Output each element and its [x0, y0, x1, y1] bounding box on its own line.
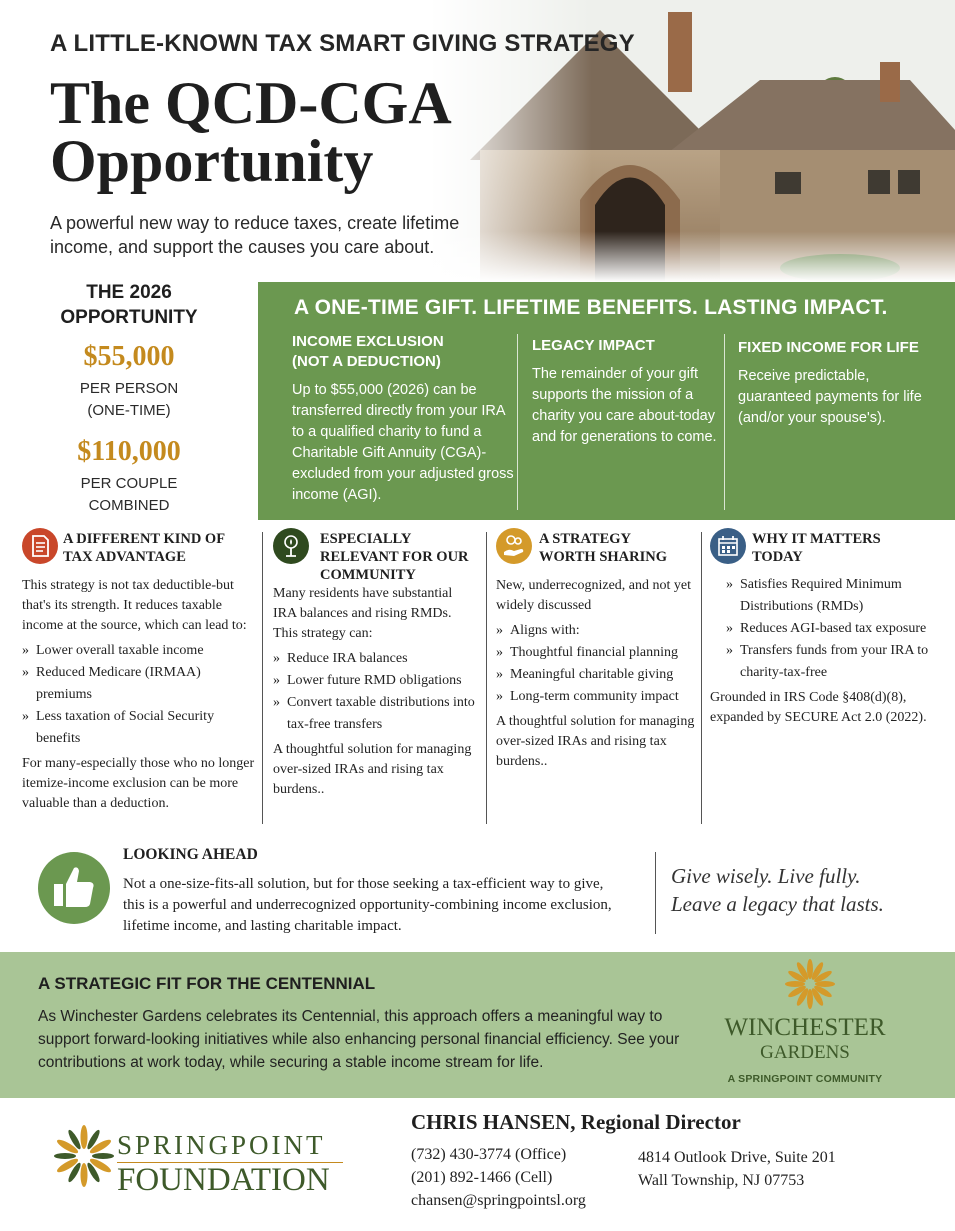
footer [0, 1098, 955, 1231]
benefit-body: The remainder of your gift supports the mission of a charity you care about-today and for generations to come. [532, 366, 717, 445]
column-title-line-2: RELEVANT FOR OUR [320, 549, 469, 565]
tagline-line-1: Give wisely. Live fully. [671, 864, 861, 888]
column-title [320, 530, 469, 584]
phone-office[interactable]: (732) 430-3774 (Office) [411, 1146, 567, 1163]
title-line-2: Opportunity [50, 128, 374, 194]
benefits-band [258, 282, 955, 520]
column-why-it-matters [710, 528, 930, 828]
logo-subtitle: A SPRINGPOINT COMMUNITY [727, 1073, 883, 1085]
title-line-1: The QCD-CGA [50, 70, 452, 136]
column-divider [486, 532, 487, 824]
logo-name-line-1: WINCHESTER [724, 1014, 886, 1041]
benefit-divider [724, 334, 725, 510]
list-item: » Transfers funds from your IRA to charity-tax-free [726, 640, 930, 684]
column-bullets [710, 574, 930, 684]
column-title-line-1: A STRATEGY [539, 531, 631, 547]
column-outro: Grounded in IRS Code §408(d)(8), expanded by SECURE Act 2.0 (2022). [710, 690, 927, 725]
foundation-logo-line-1: SPRINGPOINT [117, 1130, 326, 1160]
sunburst-icon [784, 958, 836, 1010]
amount-per-person: $55,000 [83, 341, 175, 372]
list-item: » Convert taxable distributions into tax-free transfers [273, 692, 478, 736]
winchester-gardens-logo [710, 958, 900, 1092]
benefit-title-line-1: FIXED INCOME FOR LIFE [738, 339, 919, 356]
hand-coins-icon [496, 528, 532, 564]
label-per-couple [0, 473, 258, 517]
tagline-line-2: Leave a legacy that lasts. [671, 892, 884, 916]
tagline-divider [655, 852, 656, 934]
kicker-text: A LITTLE-KNOWN TAX SMART GIVING STRATEGY [50, 30, 635, 57]
centennial-body: As Winchester Gardens celebrates its Centennial, this approach offers a meaningful way to support forward-looking initiatives while also enhancing personal financial efficiency. See your contributions at work today, while securing a stable income stream for life. [38, 1008, 680, 1071]
benefits-title: A ONE-TIME GIFT. LIFETIME BENEFITS. LASTING IMPACT. [294, 296, 888, 319]
label-per-person [0, 378, 258, 422]
column-intro: Many residents have substantial IRA balances and rising RMDs. This strategy can: [273, 586, 453, 641]
column-outro: For many-especially those who no longer itemize-income exclusion can be more valuable than a deduction. [22, 756, 255, 811]
centennial-band [0, 952, 955, 1098]
address-line-1: 4814 Outlook Drive, Suite 201 [638, 1149, 836, 1166]
looking-ahead-title: LOOKING AHEAD [123, 846, 258, 863]
contact-address [638, 1146, 836, 1192]
list-item: » Meaningful charitable giving [496, 664, 696, 686]
benefit-title [738, 338, 938, 358]
list-item: » Reduces AGI-based tax exposure [726, 618, 930, 640]
list-item: » Lower overall taxable income [22, 640, 260, 662]
column-title-line-1: WHY IT MATTERS [752, 531, 881, 547]
benefit-title-line-2: (NOT A DEDUCTION) [292, 353, 441, 370]
column-outro: A thoughtful solution for managing over-sized IRAs and rising tax burdens.. [496, 714, 695, 769]
contact-name: CHRIS HANSEN, Regional Director [411, 1110, 741, 1134]
column-header [273, 528, 478, 583]
list-item: » Less taxation of Social Security benefits [22, 706, 260, 750]
list-item: » Reduced Medicare (IRMAA) premiums [22, 662, 260, 706]
label-per-person-line-2: (ONE-TIME) [87, 402, 171, 419]
label-per-couple-line-1: PER COUPLE [80, 475, 178, 492]
seedling-icon [273, 528, 309, 564]
column-title-line-2: TAX ADVANTAGE [63, 549, 186, 565]
column-title-line-3: COMMUNITY [320, 567, 416, 583]
opportunity-heading [0, 280, 258, 330]
foundation-logo-line-2: FOUNDATION [117, 1162, 330, 1198]
list-item: » Lower future RMD obligations [273, 670, 478, 692]
contact-details [411, 1143, 586, 1212]
hero-section [0, 0, 955, 282]
opportunity-panel [0, 278, 258, 520]
sunburst-icon [52, 1124, 116, 1188]
column-title [752, 530, 881, 566]
column-intro: New, underrecognized, and not yet widely discussed [496, 578, 692, 613]
benefit-fixed-income [738, 338, 938, 429]
document-icon [22, 528, 58, 564]
column-tax-advantage [22, 528, 260, 828]
centennial-title: A STRATEGIC FIT FOR THE CENTENNIAL [38, 974, 376, 993]
list-item: » Long-term community impact [496, 686, 696, 708]
column-outro: A thoughtful solution for managing over-sized IRAs and rising tax burdens.. [273, 742, 472, 797]
column-title-line-1: ESPECIALLY [320, 531, 412, 547]
column-title [63, 530, 225, 566]
column-title-line-2: TODAY [752, 549, 803, 565]
column-bullets [273, 648, 478, 736]
benefit-title-line-1: LEGACY IMPACT [532, 337, 655, 354]
column-bullets [22, 640, 260, 750]
calendar-icon [710, 528, 746, 564]
column-title [539, 530, 667, 566]
column-header [496, 528, 696, 572]
label-per-couple-line-2: COMBINED [88, 497, 170, 514]
list-item: » Satisfies Required Minimum Distributions (RMDs) [726, 574, 930, 618]
benefit-divider [517, 334, 518, 510]
email-link[interactable]: chansen@springpointsl.org [411, 1192, 586, 1209]
column-intro: This strategy is not tax deductible-but that's its strength. It reduces taxable income at the source, which can lead to: [22, 578, 247, 633]
column-worth-sharing [496, 528, 696, 828]
page-title [50, 70, 452, 194]
benefit-body: Receive predictable, guaranteed payments for life (and/or your spouse's). [738, 368, 922, 426]
label-per-person-line-1: PER PERSON [79, 380, 179, 397]
benefit-title [532, 336, 718, 356]
column-bullets [496, 620, 696, 708]
tagline [671, 862, 884, 918]
looking-ahead-section [0, 840, 955, 946]
list-item: » Reduce IRA balances [273, 648, 478, 670]
column-header [22, 528, 260, 572]
column-title-line-1: A DIFFERENT KIND OF [63, 531, 226, 547]
list-item: » Thoughtful financial planning [496, 642, 696, 664]
subtitle: A powerful new way to reduce taxes, create lifetime income, and support the causes you care about. [50, 213, 460, 257]
column-header [710, 528, 930, 572]
address-line-2: Wall Township, NJ 07753 [638, 1172, 805, 1189]
list-item: » Aligns with: [496, 620, 696, 642]
benefit-legacy-impact [532, 336, 718, 448]
column-divider [262, 532, 263, 824]
benefit-title-line-1: INCOME EXCLUSION [292, 333, 444, 350]
column-title-line-2: WORTH SHARING [539, 549, 667, 565]
benefit-body: Up to $55,000 (2026) can be transferred directly from your IRA to a qualified charity to fund a Charitable Gift Annuity (CGA)-excluded from your adjusted gross income (AGI). [292, 382, 514, 503]
logo-name-line-2: GARDENS [760, 1042, 850, 1063]
column-community [273, 528, 478, 828]
thumbs-up-icon [38, 852, 110, 924]
column-divider [701, 532, 702, 824]
opportunity-heading-line-2: OPPORTUNITY [60, 307, 198, 328]
opportunity-heading-line-1: THE 2026 [86, 282, 172, 303]
looking-ahead-body: Not a one-size-fits-all solution, but for those seeking a tax-efficient way to give, this is a powerful and underrecognized opportunity-combining income exclusion, lifetime income, and lasting charitable impact. [123, 876, 612, 934]
amount-per-couple: $110,000 [77, 436, 181, 467]
benefit-title [292, 332, 514, 372]
phone-cell[interactable]: (201) 892-1466 (Cell) [411, 1169, 553, 1186]
benefit-income-exclusion [292, 332, 514, 506]
